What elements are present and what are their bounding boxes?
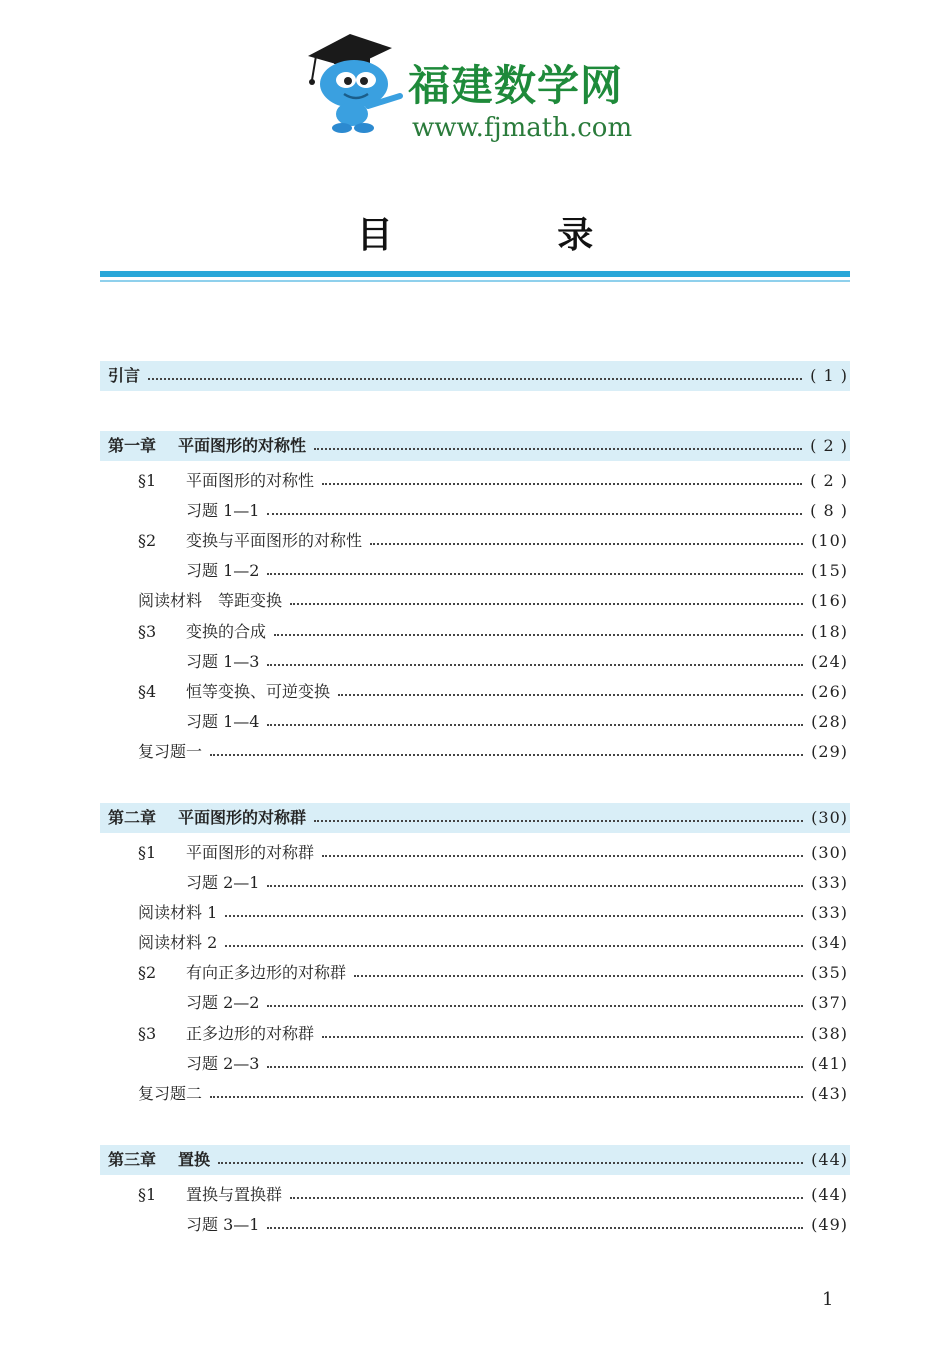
entry-title: 正多边形的对称群 <box>186 1024 315 1043</box>
dot-leader <box>267 885 803 887</box>
entry-title: 习题 3—1 <box>186 1215 260 1234</box>
entry-page-number: (35) <box>811 963 848 982</box>
entry-page-number: ( 2 ) <box>810 471 848 490</box>
entry-page-number: (26) <box>811 682 848 701</box>
toc-entry-row <box>100 466 850 496</box>
toc-entry-row <box>100 1180 850 1210</box>
section-number: §3 <box>138 1024 157 1043</box>
entry-page-number: (49) <box>811 1215 848 1234</box>
dot-leader <box>354 975 803 977</box>
title-rule-thin <box>100 280 850 282</box>
entry-page-number: (41) <box>811 1054 848 1073</box>
toc-entry-row <box>100 707 850 737</box>
entry-title: 习题 2—3 <box>186 1054 260 1073</box>
toc-entry-row <box>100 838 850 868</box>
entry-page-number: (43) <box>811 1084 848 1103</box>
toc-entry-row <box>100 496 850 526</box>
entry-title: 阅读材料 1 <box>138 903 218 922</box>
entry-page-number: ( 2 ) <box>810 436 848 455</box>
dot-leader <box>322 483 802 485</box>
dot-leader <box>267 664 803 666</box>
section-number: §1 <box>138 471 157 490</box>
dot-leader <box>322 855 803 857</box>
entry-page-number: (30) <box>811 808 848 827</box>
toc-chapter-row <box>100 361 850 391</box>
section-number: §1 <box>138 843 157 862</box>
toc-entry-row <box>100 586 850 616</box>
toc-entry-row <box>100 1019 850 1049</box>
title-rule <box>100 271 850 277</box>
entry-title: 阅读材料 2 <box>138 933 218 952</box>
entry-title: 平面图形的对称群 <box>186 843 315 862</box>
entry-title: 习题 1—3 <box>186 652 260 671</box>
entry-page-number: (28) <box>811 712 848 731</box>
site-name: 福建数学网 <box>408 61 624 110</box>
site-logo <box>304 26 634 143</box>
entry-title: 置换与置换群 <box>186 1185 283 1204</box>
entry-title: 引言 <box>108 366 141 385</box>
entry-page-number: ( 8 ) <box>810 501 848 520</box>
entry-page-number: (38) <box>811 1024 848 1043</box>
section-number: §2 <box>138 531 157 550</box>
dot-leader <box>267 1227 803 1229</box>
entry-page-number: (16) <box>811 591 848 610</box>
dot-leader <box>218 1162 803 1164</box>
entry-page-number: (37) <box>811 993 848 1012</box>
toc-entry-row <box>100 677 850 707</box>
dot-leader <box>225 945 803 947</box>
toc-entry-row <box>100 898 850 928</box>
section-number: §3 <box>138 622 157 641</box>
entry-page-number: (33) <box>811 903 848 922</box>
entry-title: 习题 2—2 <box>186 993 260 1012</box>
entry-page-number: ( 1 ) <box>810 366 848 385</box>
entry-title: 习题 2—1 <box>186 873 260 892</box>
toc-entry-row <box>100 868 850 898</box>
site-url: www.fjmath.com <box>412 113 633 143</box>
dot-leader <box>370 543 803 545</box>
entry-title: 复习题二 <box>138 1084 203 1103</box>
dot-leader <box>338 694 803 696</box>
toc-entry-row <box>100 556 850 586</box>
entry-title: 习题 1—4 <box>186 712 260 731</box>
toc-entry-row <box>100 958 850 988</box>
graduation-cap-mascot-icon <box>304 26 409 134</box>
entry-title: 置换 <box>178 1150 211 1169</box>
dot-leader <box>267 724 803 726</box>
toc-entry-row <box>100 1049 850 1079</box>
entry-title: 变换的合成 <box>186 622 267 641</box>
entry-title: 恒等变换、可逆变换 <box>186 682 331 701</box>
dot-leader <box>267 1066 803 1068</box>
entry-page-number: (24) <box>811 652 848 671</box>
entry-title: 习题 1—1 <box>186 501 260 520</box>
dot-leader <box>314 448 802 450</box>
dot-leader <box>148 378 802 380</box>
page-number: 1 <box>822 1289 834 1310</box>
dot-leader <box>210 754 803 756</box>
entry-page-number: (29) <box>811 742 848 761</box>
toc-entry-row <box>100 1079 850 1109</box>
toc-entry-row <box>100 617 850 647</box>
dot-leader <box>290 603 803 605</box>
toc-entry-row <box>100 737 850 767</box>
section-number: §2 <box>138 963 157 982</box>
entry-page-number: (44) <box>811 1150 848 1169</box>
chapter-number: 第二章 <box>108 808 157 827</box>
entry-title: 平面图形的对称性 <box>178 436 307 455</box>
dot-leader <box>267 1005 803 1007</box>
toc-chapter-row <box>100 803 850 833</box>
toc-chapter-row <box>100 1145 850 1175</box>
section-number: §1 <box>138 1185 157 1204</box>
entry-title: 有向正多边形的对称群 <box>186 963 347 982</box>
toc-entry-row <box>100 928 850 958</box>
dot-leader <box>322 1036 803 1038</box>
entry-title: 平面图形的对称性 <box>186 471 315 490</box>
section-number: §4 <box>138 682 157 701</box>
toc-title: 目 录 <box>356 215 670 256</box>
entry-page-number: (34) <box>811 933 848 952</box>
toc-entry-row <box>100 526 850 556</box>
toc-entry-row <box>100 647 850 677</box>
entry-title: 阅读材料 等距变换 <box>138 591 283 610</box>
dot-leader <box>274 634 803 636</box>
toc-chapter-row <box>100 431 850 461</box>
entry-title: 复习题一 <box>138 742 203 761</box>
dot-leader <box>290 1197 803 1199</box>
entry-page-number: (10) <box>811 531 848 550</box>
toc-entry-row <box>100 988 850 1018</box>
dot-leader <box>314 820 803 822</box>
chapter-number: 第一章 <box>108 436 157 455</box>
entry-title: 平面图形的对称群 <box>178 808 307 827</box>
entry-page-number: (44) <box>811 1185 848 1204</box>
dot-leader <box>267 573 803 575</box>
entry-page-number: (18) <box>811 622 848 641</box>
entry-title: 变换与平面图形的对称性 <box>186 531 363 550</box>
toc-entry-row <box>100 1210 850 1240</box>
dot-leader <box>225 915 803 917</box>
entry-title: 习题 1—2 <box>186 561 260 580</box>
entry-page-number: (33) <box>811 873 848 892</box>
dot-leader <box>210 1096 803 1098</box>
entry-page-number: (15) <box>811 561 848 580</box>
chapter-number: 第三章 <box>108 1150 157 1169</box>
entry-page-number: (30) <box>811 843 848 862</box>
dot-leader <box>267 513 802 515</box>
